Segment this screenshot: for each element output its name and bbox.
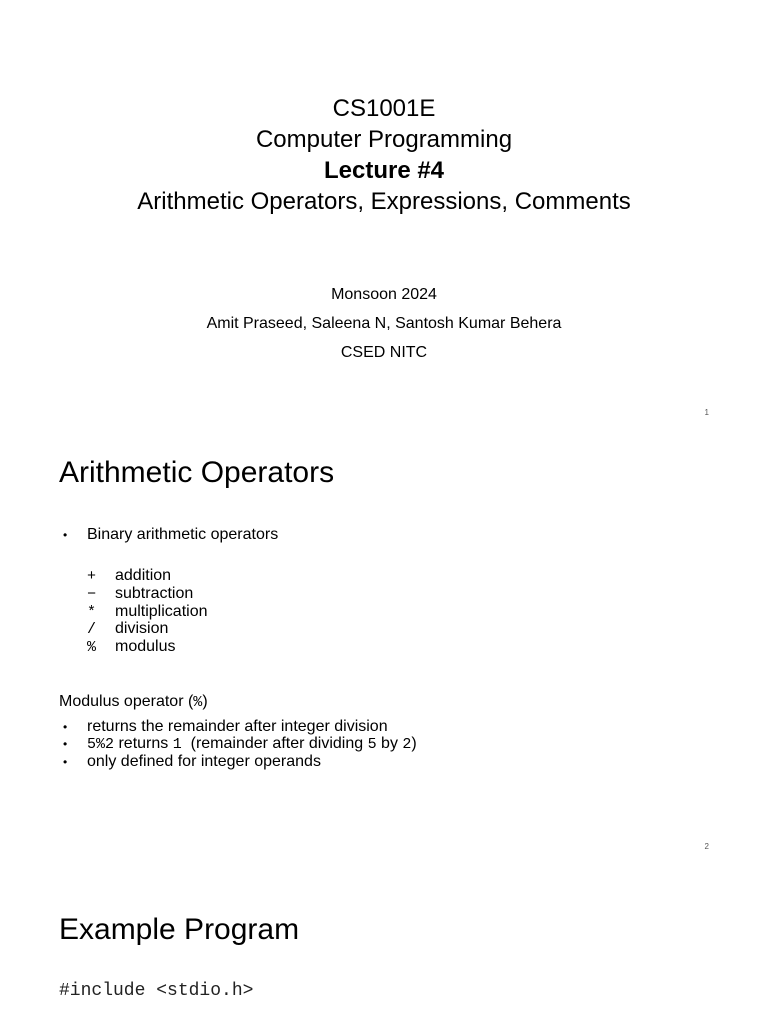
- text-segment: ): [411, 734, 417, 752]
- bullet-dot: •: [63, 720, 68, 734]
- code-divisor: 2: [402, 735, 412, 753]
- operator-name: modulus: [115, 638, 176, 656]
- text-segment: (remainder after dividing: [181, 734, 368, 752]
- operator-symbol: −: [87, 585, 97, 603]
- lecture-number: Lecture #4: [323, 157, 445, 184]
- bullet-text: only defined for integer operands: [87, 752, 321, 770]
- meta-block: [0, 280, 768, 367]
- bullet-dot: •: [63, 528, 68, 542]
- operator-row: [87, 639, 207, 657]
- text-segment: by: [376, 734, 403, 752]
- operator-row: [87, 568, 207, 586]
- department: CSED NITC: [340, 344, 428, 361]
- operator-name: subtraction: [115, 584, 194, 602]
- operator-symbol: /: [87, 621, 97, 639]
- operator-name: addition: [115, 567, 172, 584]
- modulus-heading: [59, 692, 208, 713]
- term: Monsoon 2024: [331, 286, 437, 303]
- list-item: [63, 736, 417, 754]
- bullet-text: Binary arithmetic operators: [87, 526, 279, 543]
- modulus-bullets: [63, 719, 417, 770]
- operator-name: division: [115, 620, 169, 638]
- bullet-dot: •: [63, 754, 68, 769]
- bullet-text: returns the remainder after integer division: [87, 718, 388, 735]
- modulus-heading-text: Modulus operator (: [59, 693, 194, 710]
- slide-number: 2: [704, 842, 709, 851]
- slide-heading: Example Program: [59, 913, 300, 946]
- operator-list: [87, 568, 207, 657]
- title-block: [0, 93, 768, 217]
- binary-operators-bullet: [63, 525, 278, 545]
- title-slide: [0, 0, 768, 435]
- code-expression: 5%2: [87, 735, 115, 753]
- slide-number: 1: [704, 408, 709, 417]
- bullet-dot: •: [63, 736, 68, 751]
- operator-symbol: +: [87, 568, 97, 585]
- list-item: [63, 754, 417, 771]
- operator-symbol: %: [87, 639, 97, 657]
- lecture-topic: Arithmetic Operators, Expressions, Comments: [137, 188, 631, 215]
- example-program-slide: [0, 870, 768, 1024]
- operator-row: [87, 604, 207, 622]
- code-line: #include <stdio.h>: [59, 981, 254, 1001]
- bullet-text: [87, 736, 417, 754]
- arithmetic-operators-slide: [0, 435, 768, 870]
- code-dividend: 5: [367, 735, 377, 753]
- operator-row: [87, 586, 207, 604]
- slide-heading: Arithmetic Operators: [59, 456, 335, 489]
- course-name: Computer Programming: [255, 126, 513, 153]
- text-segment: returns: [114, 734, 173, 752]
- course-code: CS1001E: [332, 95, 436, 122]
- list-item: [63, 719, 417, 736]
- operator-symbol: *: [87, 603, 97, 621]
- modulus-heading-close: ): [202, 693, 208, 710]
- code-result: 1: [172, 735, 182, 753]
- authors: Amit Praseed, Saleena N, Santosh Kumar Behera: [206, 315, 562, 332]
- operator-row: [87, 621, 207, 639]
- operator-name: multiplication: [115, 602, 208, 620]
- modulus-symbol: %: [193, 694, 203, 711]
